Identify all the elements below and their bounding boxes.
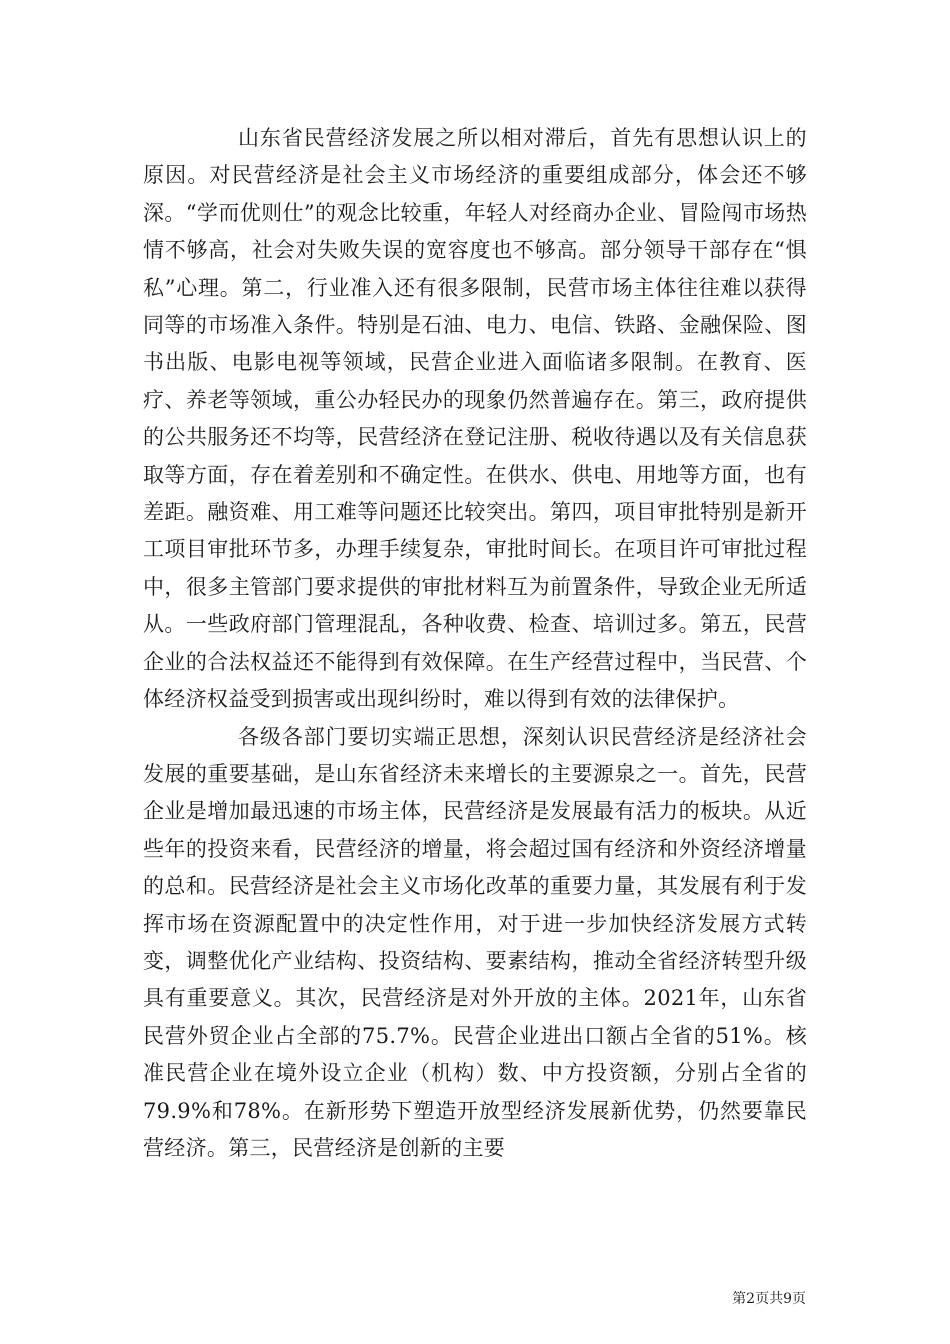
- page-number: 第2页共9页: [732, 1291, 806, 1307]
- paragraph-2: 各级各部门要切实端正思想，深刻认识民营经济是经济社会发展的重要基础，是山东省经济未来增长的主要源泉之一。首先，民营企业是增加最迅速的市场主体，民营经济是发展最有活力的板块。从近些年的投资来看，民营经济的增量，将会超过国有经济和外资经济增量的总和。民营经济是社会主义市场化改革的重要力量，其发展有利于发挥市场在资源配置中的决定性作用，对于进一步加快经济发展方式转变，调整优化产业结构、投资结构、要素结构，推动全省经济转型升级具有重要意义。其次，民营经济是对外开放的主体。2021年，山东省民营外贸企业占全部的75.7%。民营企业进出口额占全省的51%。核准民营企业在境外设立企业（机构）数、中方投资额，分别占全省的79.9%和78%。在新形势下塑造开放型经济发展新优势，仍然要靠民营经济。第三，民营经济是创新的主要: [143, 724, 807, 1160]
- paragraph-1: 山东省民营经济发展之所以相对滞后，首先有思想认识上的原因。对民营经济是社会主义市场经济的重要组成部分，体会还不够深。“学而优则仕”的观念比较重，年轻人对经商办企业、冒险闯市场热情不够高，社会对失败失误的宽容度也不够高。部分领导干部存在“惧私”心理。第二，行业准入还有很多限制，民营市场主体往往难以获得同等的市场准入条件。特别是石油、电力、电信、铁路、金融保险、图书出版、电影电视等领域，民营企业进入面临诸多限制。在教育、医疗、养老等领域，重公办轻民办的现象仍然普遍存在。第三，政府提供的公共服务还不均等，民营经济在登记注册、税收待遇以及有关信息获取等方面，存在着差别和不确定性。在供水、供电、用地等方面，也有差距。融资难、用工难等问题还比较突出。第四，项目审批特别是新开工项目审批环节多，办理手续复杂，审批时间长。在项目许可审批过程中，很多主管部门要求提供的审批材料互为前置条件，导致企业无所适从。一些政府部门管理混乱，各种收费、检查、培训过多。第五，民营企业的合法权益还不能得到有效保障。在生产经营过程中，当民营、个体经济权益受到损害或出现纠纷时，难以得到有效的法律保护。: [143, 126, 807, 712]
- document-body: [143, 120, 807, 1167]
